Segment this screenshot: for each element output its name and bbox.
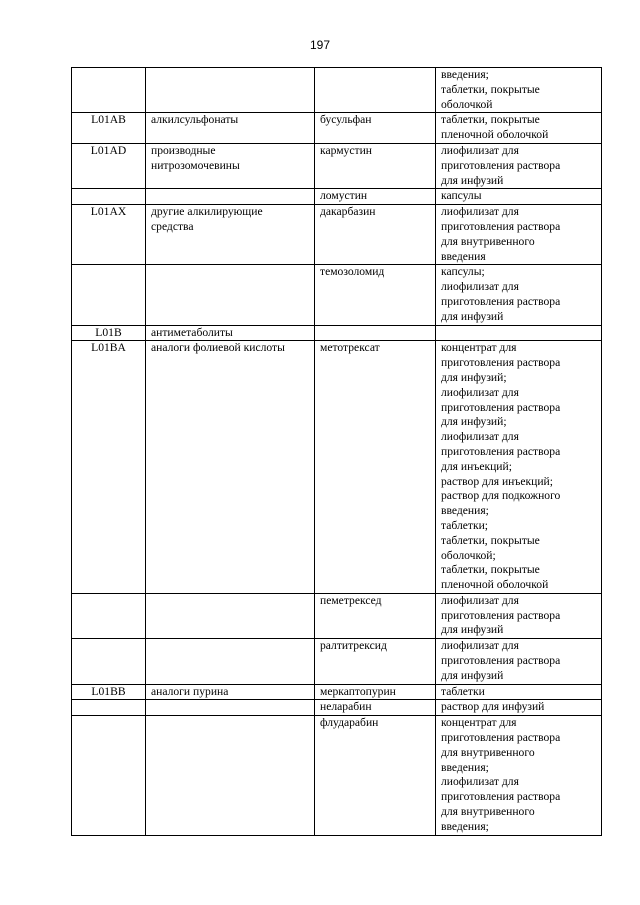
dosage-form-text: пленочной оболочкой [441, 578, 549, 592]
drug-name-cell [315, 700, 436, 716]
table-row [72, 189, 602, 205]
atc-code-cell [72, 593, 146, 638]
dosage-form-text: приготовления раствора [441, 444, 561, 458]
dosage-form-text: концентрат для [441, 716, 517, 730]
dosage-form-text: для инъекций; [441, 459, 512, 473]
group-name-text: алкилсульфонаты [151, 113, 239, 127]
dosage-form-text: для инфузий [441, 309, 504, 323]
atc-code-cell [72, 189, 146, 205]
table-row [72, 639, 602, 684]
drug-name-cell [315, 684, 436, 700]
dosage-form-text: лиофилизат для [441, 430, 519, 444]
atc-code-text: L01B [95, 325, 122, 339]
group-name-text: производные [151, 143, 216, 157]
drug-name-cell [315, 113, 436, 144]
dosage-form-text: для инфузий [441, 173, 504, 187]
dosage-form-text: капсулы [441, 189, 482, 203]
dosage-form-text: лиофилизат для [441, 205, 519, 219]
dosage-form-text: раствор для инфузий [441, 700, 545, 714]
dosage-form-text: оболочкой [441, 97, 493, 111]
page-number: 197 [309, 38, 331, 52]
table-row [72, 593, 602, 638]
dosage-form-text: введения; [441, 504, 489, 518]
dosage-form-text: таблетки, покрытые [441, 533, 540, 547]
empty-line [77, 265, 140, 280]
dosage-form-text: для инфузий; [441, 415, 507, 429]
dosage-form-cell [436, 593, 602, 638]
empty-line [151, 716, 309, 731]
dosage-form-text: таблетки, покрытые [441, 563, 540, 577]
dosage-form-text: для внутривенного [441, 805, 535, 819]
atc-code-cell [72, 205, 146, 265]
dosage-form-cell [436, 716, 602, 835]
atc-code-text: L01AX [90, 205, 127, 219]
atc-code-cell [72, 265, 146, 325]
table-row [72, 341, 602, 594]
atc-code-text: L01AB [91, 113, 126, 127]
table-row [72, 716, 602, 835]
dosage-form-text: приготовления раствора [441, 400, 561, 414]
dosage-form-text: приготовления раствора [441, 294, 561, 308]
drug-name-cell [315, 639, 436, 684]
atc-code-text: L01BA [91, 341, 126, 355]
atc-code-cell [72, 684, 146, 700]
table-row [72, 684, 602, 700]
group-name-text: аналоги пурина [151, 684, 229, 698]
dosage-form-text: для внутривенного [441, 234, 535, 248]
atc-code-cell [72, 639, 146, 684]
drug-name-text: дакарбазин [320, 205, 376, 219]
group-name-cell [146, 341, 315, 594]
dosage-form-text: лиофилизат для [441, 639, 519, 653]
group-name-text: аналоги фолиевой кислоты [151, 341, 285, 355]
empty-line [151, 189, 309, 204]
dosage-form-text: лиофилизат для [441, 593, 519, 607]
atc-code-text: L01AD [90, 143, 127, 157]
group-name-cell [146, 68, 315, 113]
atc-code-cell [72, 341, 146, 594]
dosage-form-text: таблетки; [441, 518, 489, 532]
dosage-form-text: введения; [441, 760, 489, 774]
dosage-form-text: для инфузий [441, 623, 504, 637]
dosage-form-text: приготовления раствора [441, 219, 561, 233]
group-name-cell [146, 189, 315, 205]
dosage-form-text: для инфузий; [441, 370, 507, 384]
dosage-form-cell [436, 341, 602, 594]
dosage-form-text: приготовления раствора [441, 158, 561, 172]
dosage-form-text: введения [441, 249, 486, 263]
drug-name-cell [315, 143, 436, 188]
drug-name-text: темозоломид [320, 265, 385, 279]
empty-line [151, 639, 309, 654]
table-row [72, 68, 602, 113]
empty-line [77, 716, 140, 731]
dosage-form-cell [436, 205, 602, 265]
dosage-form-cell [436, 143, 602, 188]
group-name-cell [146, 325, 315, 341]
group-name-text: средства [151, 219, 194, 233]
group-name-cell [146, 143, 315, 188]
group-name-cell [146, 593, 315, 638]
drug-name-cell [315, 341, 436, 594]
dosage-form-text: таблетки, покрытые [441, 113, 540, 127]
drug-name-cell [315, 68, 436, 113]
drug-name-text: ралтитрексид [320, 639, 387, 653]
dosage-form-text: раствор для инъекций; [441, 474, 553, 488]
dosage-form-text: оболочкой; [441, 548, 496, 562]
drug-name-cell [315, 189, 436, 205]
dosage-form-text: таблетки, покрытые [441, 82, 540, 96]
dosage-form-text: раствор для подкожного [441, 489, 561, 503]
empty-line [77, 68, 140, 83]
atc-code-cell [72, 325, 146, 341]
drug-table [71, 67, 602, 836]
drug-name-cell [315, 716, 436, 835]
table-row [72, 265, 602, 325]
dosage-form-cell [436, 68, 602, 113]
group-name-cell [146, 684, 315, 700]
table-body [72, 68, 602, 836]
empty-line [77, 639, 140, 654]
dosage-form-cell [436, 684, 602, 700]
empty-line [151, 594, 309, 609]
empty-line [320, 68, 430, 83]
dosage-form-text: лиофилизат для [441, 143, 519, 157]
dosage-form-text: для внутривенного [441, 745, 535, 759]
dosage-form-cell [436, 265, 602, 325]
drug-name-text: флударабин [320, 716, 379, 730]
atc-code-cell [72, 716, 146, 835]
dosage-form-text: приготовления раствора [441, 790, 561, 804]
table-row [72, 325, 602, 341]
drug-name-text: ломустин [320, 189, 368, 203]
empty-line [151, 68, 309, 83]
group-name-cell [146, 639, 315, 684]
dosage-form-text: лиофилизат для [441, 280, 519, 294]
drug-name-text: меркаптопурин [320, 684, 396, 698]
dosage-form-text: приготовления раствора [441, 654, 561, 668]
drug-name-cell [315, 205, 436, 265]
dosage-form-text: капсулы; [441, 265, 485, 279]
empty-line [441, 326, 596, 341]
table-row [72, 700, 602, 716]
dosage-form-text: приготовления раствора [441, 356, 561, 370]
group-name-text: нитрозомочевины [151, 158, 240, 172]
group-name-text: антиметаболиты [151, 325, 233, 339]
group-name-cell [146, 113, 315, 144]
dosage-form-text: пленочной оболочкой [441, 128, 549, 142]
drug-name-text: пеметрексед [320, 593, 382, 607]
table-row [72, 113, 602, 144]
dosage-form-text: для инфузий [441, 668, 504, 682]
dosage-form-text: лиофилизат для [441, 385, 519, 399]
empty-line [320, 326, 430, 341]
table-row [72, 143, 602, 188]
drug-name-cell [315, 265, 436, 325]
dosage-form-text: концентрат для [441, 341, 517, 355]
dosage-form-cell [436, 113, 602, 144]
dosage-form-text: приготовления раствора [441, 731, 561, 745]
dosage-form-text: таблетки [441, 684, 485, 698]
group-name-cell [146, 716, 315, 835]
atc-code-cell [72, 68, 146, 113]
dosage-form-cell [436, 700, 602, 716]
atc-code-cell [72, 143, 146, 188]
drug-name-cell [315, 325, 436, 341]
dosage-form-text: введения; [441, 68, 489, 81]
dosage-form-cell [436, 189, 602, 205]
drug-name-text: неларабин [320, 700, 372, 714]
drug-name-cell [315, 593, 436, 638]
empty-line [151, 700, 309, 715]
group-name-text: другие алкилирующие [151, 205, 263, 219]
table-row [72, 205, 602, 265]
atc-code-cell [72, 700, 146, 716]
empty-line [77, 700, 140, 715]
empty-line [77, 594, 140, 609]
dosage-form-cell [436, 325, 602, 341]
group-name-cell [146, 265, 315, 325]
dosage-form-text: приготовления раствора [441, 608, 561, 622]
dosage-form-text: введения; [441, 819, 489, 833]
atc-code-cell [72, 113, 146, 144]
drug-name-text: кармустин [320, 143, 372, 157]
empty-line [77, 189, 140, 204]
group-name-cell [146, 205, 315, 265]
group-name-cell [146, 700, 315, 716]
drug-name-text: бусульфан [320, 113, 372, 127]
dosage-form-text: лиофилизат для [441, 775, 519, 789]
dosage-form-cell [436, 639, 602, 684]
empty-line [151, 265, 309, 280]
atc-code-text: L01BB [91, 684, 126, 698]
drug-name-text: метотрексат [320, 341, 380, 355]
